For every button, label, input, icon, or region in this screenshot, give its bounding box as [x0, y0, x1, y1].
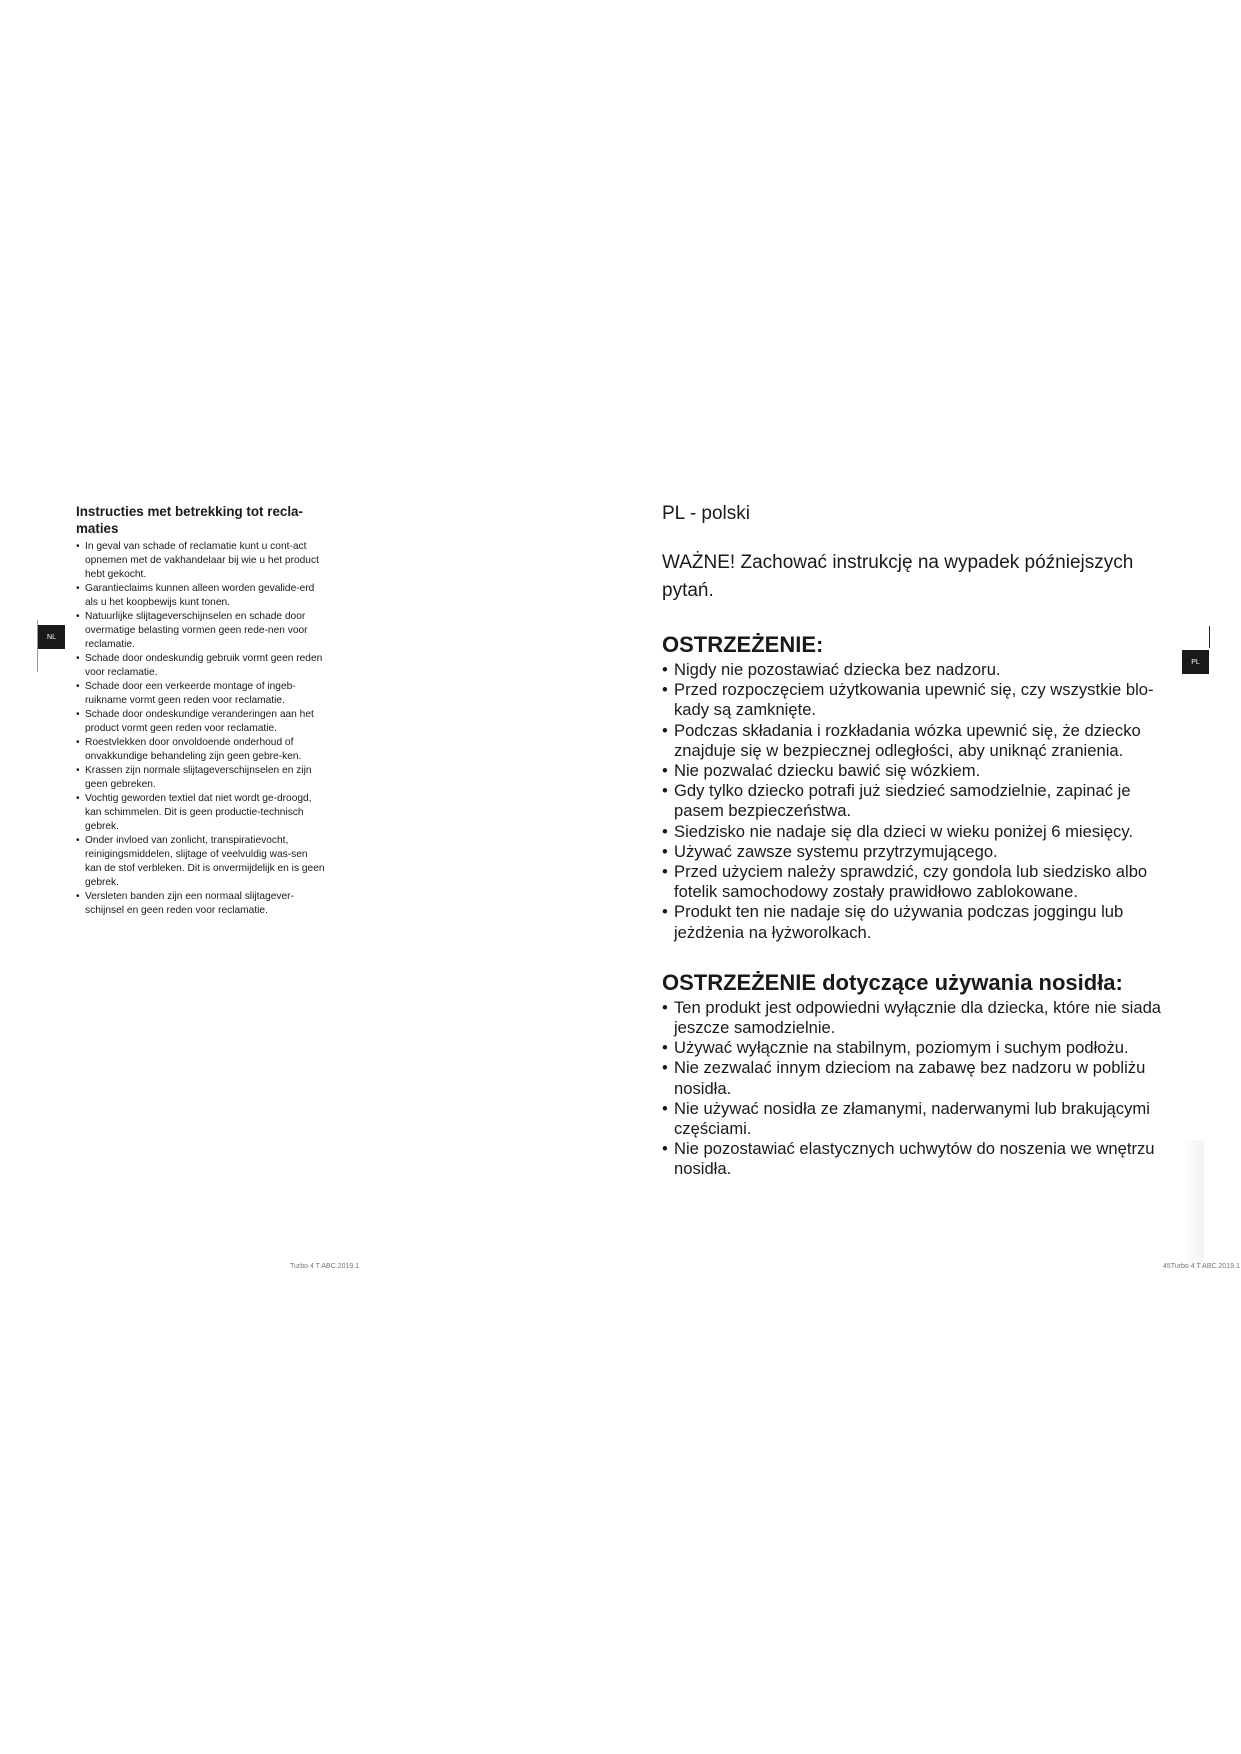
nl-list-item: • Schade door ondeskundige veranderingen aan het product vormt geen reden voor reclamatie.: [76, 708, 326, 736]
nl-list-item: • Roestvlekken door onvoldoende onderhoud of onvakkundige behandeling zijn geen gebre-ken.: [76, 736, 326, 764]
pl-carrier-item: • Nie zezwalać innym dzieciom na zabawę bez nadzoru w pobliżu nosidła.: [662, 1058, 1182, 1098]
pl-page-footer: 45Turbo 4 T ABC.2019.1: [1163, 1263, 1240, 1270]
pl-carrier-warning-heading: OSTRZEŻENIE dotyczące używania nosidła:: [662, 969, 1123, 995]
pl-carrier-item: • Używać wyłącznie na stabilnym, poziomym i suchym podłożu.: [662, 1038, 1182, 1058]
nl-instructions-section: [76, 503, 326, 918]
nl-list-item: • Schade door ondeskundig gebruik vormt geen reden voor reclamatie.: [76, 652, 326, 680]
nl-instructions-list: [76, 540, 326, 918]
nl-page-footer: Turbo 4 T ABC.2019.1: [290, 1263, 360, 1270]
pl-warning-item: • Nigdy nie pozostawiać dziecka bez nadzoru.: [662, 660, 1182, 680]
pl-instructions-section: [662, 500, 1182, 1180]
pl-language-tab: [1182, 650, 1209, 674]
pl-warning-item: • Siedzisko nie nadaje się dla dzieci w wieku poniżej 6 miesięcy.: [662, 822, 1182, 842]
pl-warning-item: • Gdy tylko dziecko potrafi już siedzieć samodzielnie, zapinać je pasem bezpieczeństwa.: [662, 781, 1182, 821]
pl-warning-item: • Podczas składania i rozkładania wózka upewnić się, że dziecko znajduje się w bezpiecznej odległości, aby uniknąć zranienia.: [662, 721, 1182, 761]
pl-warning-heading: OSTRZEŻENIE:: [662, 632, 824, 657]
pl-warning-list: [662, 660, 1182, 943]
nl-list-item: • Vochtig geworden textiel dat niet wordt ge-droogd, kan schimmelen. Dit is geen productie-technisch gebrek.: [76, 792, 326, 834]
nl-list-item: • Schade door een verkeerde montage of ingeb-ruikname vormt geen reden voor reclamatie.: [76, 680, 326, 708]
pl-carrier-item: • Nie pozostawiać elastycznych uchwytów do noszenia we wnętrzu nosidła.: [662, 1139, 1182, 1179]
pl-warning-item: • Nie pozwalać dziecku bawić się wózkiem.: [662, 761, 1182, 781]
nl-list-item: • Krassen zijn normale slijtageverschijnselen en zijn geen gebreken.: [76, 764, 326, 792]
nl-list-item: • Onder invloed van zonlicht, transpiratievocht, reinigingsmiddelen, slijtage of veelvuldig was-sen kan de stof verbleken. Dit is onvermijdelijk en is geen gebrek.: [76, 834, 326, 890]
pl-language-label: PL - polski: [662, 503, 750, 524]
nl-list-item: • Versleten banden zijn een normaal slijtagever-schijnsel en geen reden voor reclamatie.: [76, 890, 326, 918]
nl-list-item: • In geval van schade of reclamatie kunt u cont-act opnemen met de vakhandelaar bij wie u het product hebt gekocht.: [76, 540, 326, 582]
pl-carrier-item: • Ten produkt jest odpowiedni wyłącznie dla dziecka, które nie siada jeszcze samodzielnie.: [662, 998, 1182, 1038]
pl-warning-item: • Używać zawsze systemu przytrzymującego.: [662, 842, 1182, 862]
pl-warning-item: • Przed użyciem należy sprawdzić, czy gondola lub siedzisko albo fotelik samochodowy zostały prawidłowo zablokowane.: [662, 862, 1182, 902]
pl-edge-line: [1209, 626, 1210, 648]
pl-warning-item: • Przed rozpoczęciem użytkowania upewnić się, czy wszystkie blo-kady są zamknięte.: [662, 680, 1182, 720]
pl-carrier-item: • Nie używać nosidła ze złamanymi, naderwanymi lub brakującymi częściami.: [662, 1099, 1182, 1139]
nl-section-title: Instructies met betrekking tot recla-maties: [76, 504, 303, 536]
pl-tab-label: PL: [1191, 658, 1200, 666]
nl-tab-label: NL: [47, 633, 56, 641]
nl-list-item: • Garantieclaims kunnen alleen worden gevalide-erd als u het koopbewijs kunt tonen.: [76, 582, 326, 610]
nl-list-item: • Natuurlijke slijtageverschijnselen en schade door overmatige belasting vormen geen rede-nen voor reclamatie.: [76, 610, 326, 652]
nl-language-tab: [38, 625, 65, 649]
pl-warning-item: • Produkt ten nie nadaje się do używania podczas joggingu lub jeżdżenia na łyżworolkach.: [662, 902, 1182, 942]
pl-carrier-warning-list: [662, 998, 1182, 1180]
page-gutter-shade: [1182, 1140, 1204, 1268]
pl-important-note: WAŻNE! Zachować instrukcję na wypadek późniejszych pytań.: [662, 552, 1134, 601]
